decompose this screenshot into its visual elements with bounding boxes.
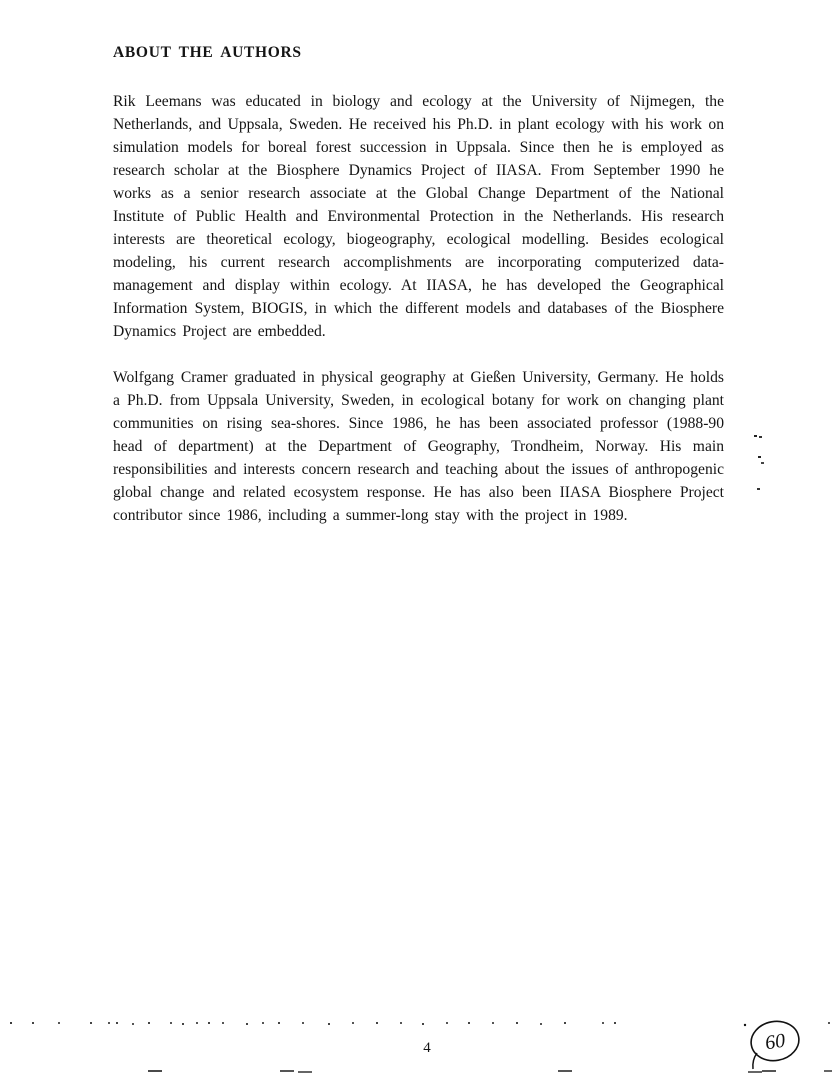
scan-noise-dotted-line (10, 1022, 12, 1024)
stamp-digits: 60 (763, 1029, 787, 1055)
scan-noise-bottom-edge (148, 1070, 162, 1072)
handwritten-stamp (733, 1013, 811, 1075)
scan-speckles (754, 435, 757, 437)
author-bio-wolfgang-cramer: Wolfgang Cramer graduated in physical geography at Gießen University, Germany. He holds a Ph.D. from Uppsala University, Sweden, in ecological botany for work on changing plant communities on rising sea-shores. Since 1986, he has been associated professor (1988-90 head of department) at the Department of Geography, Trondheim, Norway. His main responsibilities and interests concern research and teaching about the issues of anthropogenic global change and related ecosystem response. He has also been IIASA Biosphere Project contributor since 1986, including a summer-long stay with the project in 1989. (113, 369, 724, 524)
page-number: 4 (423, 1040, 431, 1056)
stamp-speck (744, 1024, 746, 1026)
page-heading: ABOUT THE AUTHORS (113, 44, 302, 61)
author-bio-rik-leemans: Rik Leemans was educated in biology and ecology at the University of Nijmegen, the Netherlands, and Uppsala, Sweden. He received his Ph.D. in plant ecology with his work on simulation models for boreal forest succession in Uppsala. Since then he is employed as research scholar at the Biosphere Dynamics Project of IIASA. From September 1990 he works as a senior research associate at the Global Change Department of the National Institute of Public Health and Environmental Protection in the Netherlands. His research interests are theoretical ecology, biogeography, ecological modelling. Besides ecological modeling, his current research accomplishments are incorporating computerized data-management and display within ecology. At IIASA, he has developed the Geographical Information System, BIOGIS, in which the different models and databases of the Biosphere Dynamics Project are embedded. (113, 93, 724, 340)
page-content (113, 44, 724, 550)
